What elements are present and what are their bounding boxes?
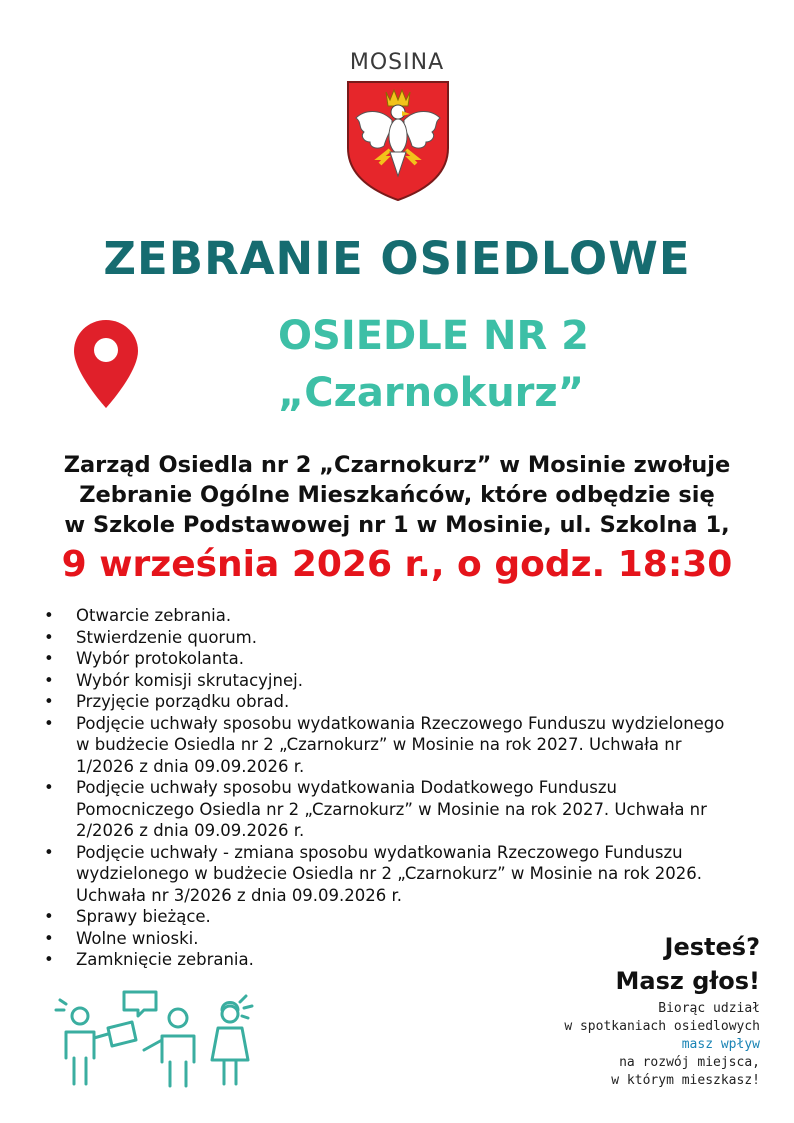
agenda-item: • Otwarcie zebrania.: [42, 605, 732, 627]
agenda-item: • Wolne wnioski.: [42, 928, 732, 950]
location-name: OSIEDLE NR 2: [278, 313, 589, 359]
agenda-item: • Sprawy bieżące.: [42, 906, 732, 928]
agenda-item: • Zamknięcie zebrania.: [42, 949, 732, 971]
agenda-item: • Wybór komisji skrutacyjnej.: [42, 670, 732, 692]
invitation-line: w Szkole Podstawowej nr 1 w Mosinie, ul. Szkolna 1,: [64, 512, 730, 538]
meeting-date: 9 września 2026 r., o godz. 18:30: [61, 544, 733, 585]
agenda-item: • Przyjęcie porządku obrad.: [42, 691, 732, 713]
slogan-line: w spotkaniach osiedlowych: [564, 1019, 760, 1034]
agenda-item: • Podjęcie uchwały - zmiana sposobu wydatkowania Rzeczowego Funduszu wydzielonego w budżecie Osiedla nr 2 „Czarnokurz” w Mosinie na rok 2026. Uchwała nr 3/2026 z dnia 09.09.2026 r.: [42, 842, 732, 907]
invitation-text: [0, 450, 794, 540]
people-talking-icon: [52, 988, 262, 1093]
page-title: ZEBRANIE OSIEDLOWE: [103, 232, 691, 285]
slogan-line: Biorąc udział: [658, 1001, 760, 1016]
agenda-item: • Podjęcie uchwały sposobu wydatkowania Rzeczowego Funduszu wydzielonego w budżecie Osiedla nr 2 „Czarnokurz” w Mosinie na rok 2027. Uchwała nr 1/2026 z dnia 09.09.2026 r.: [42, 713, 732, 778]
slogan-line: na rozwój miejsca,: [619, 1055, 760, 1070]
invitation-line: Zebranie Ogólne Mieszkańców, które odbędzie się: [79, 482, 715, 508]
slogan-description: [564, 1000, 760, 1090]
slogan-line: w którym mieszkasz!: [611, 1073, 760, 1088]
logo-text: MOSINA: [349, 50, 445, 75]
agenda-item: • Stwierdzenie quorum.: [42, 627, 732, 649]
slogan-question: Jesteś?: [664, 933, 760, 961]
location-pin-icon: [72, 318, 140, 415]
slogan-headline: Masz głos!: [615, 967, 760, 995]
agenda-list: [42, 605, 732, 971]
eagle-crest-icon: [344, 78, 452, 207]
slogan-line-highlight: masz wpływ: [681, 1037, 760, 1052]
invitation-line: Zarząd Osiedla nr 2 „Czarnokurz” w Mosinie zwołuje: [63, 452, 731, 478]
agenda-item: • Wybór protokolanta.: [42, 648, 732, 670]
location-subname: „Czarnokurz”: [278, 370, 584, 416]
agenda-item: • Podjęcie uchwały sposobu wydatkowania Dodatkowego Funduszu Pomocniczego Osiedla nr 2 „Czarnokurz” w Mosinie na rok 2027. Uchwała nr 2/2026 z dnia 09.09.2026 r.: [42, 777, 732, 842]
